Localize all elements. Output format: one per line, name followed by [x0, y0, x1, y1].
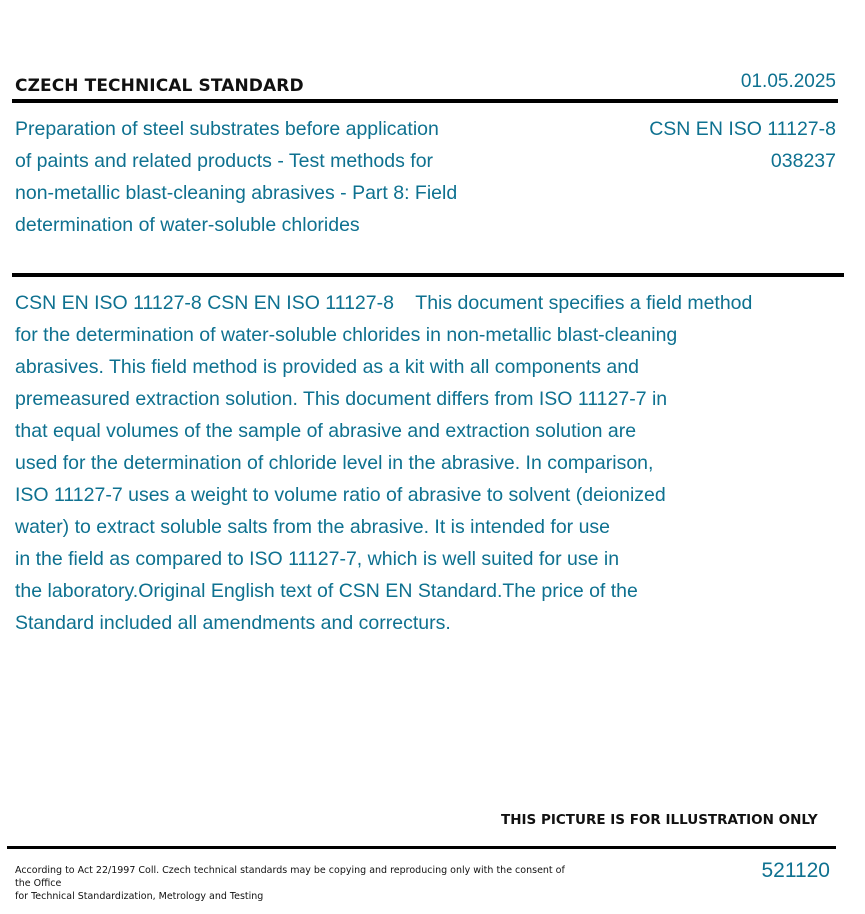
abstract-line: ISO 11127-7 uses a weight to volume ratio of abrasive to solvent (deionized	[15, 484, 666, 506]
abstract-line: water) to extract soluble salts from the abrasive. It is intended for use	[15, 516, 611, 538]
abstract-line: abrasives. This field method is provided as a kit with all components and	[15, 356, 639, 378]
header-date: 01.05.2025	[740, 71, 836, 92]
standard-title-line: non-metallic blast-cleaning abrasives - Part 8: Field	[15, 182, 458, 204]
standard-title	[15, 113, 535, 241]
abstract-line: CSN EN ISO 11127-8 CSN EN ISO 11127-8 This document specifies a field method	[15, 292, 753, 314]
header-title: CZECH TECHNICAL STANDARD	[15, 76, 304, 96]
abstract-line: in the field as compared to ISO 11127-7, which is well suited for use in	[15, 548, 620, 570]
legal-note-line: for Technical Standardization, Metrology and Testing	[15, 891, 264, 902]
header-divider	[12, 99, 838, 103]
abstract-line: for the determination of water-soluble chlorides in non-metallic blast-cleaning	[15, 324, 678, 346]
abstract-line: Standard included all amendments and correcturs.	[15, 612, 451, 634]
standard-title-line: determination of water-soluble chlorides	[15, 214, 360, 236]
footer-divider	[7, 846, 836, 849]
legal-note	[15, 864, 575, 903]
catalog-number: 038237	[770, 150, 836, 172]
illustration-note: THIS PICTURE IS FOR ILLUSTRATION ONLY	[501, 812, 818, 828]
abstract-line: premeasured extraction solution. This document differs from ISO 11127-7 in	[15, 388, 668, 410]
abstract-text	[15, 287, 845, 639]
section-divider	[12, 273, 844, 277]
standard-code: CSN EN ISO 11127-8	[649, 118, 836, 140]
abstract-line: used for the determination of chloride level in the abrasive. In comparison,	[15, 452, 654, 474]
standard-identifiers	[649, 113, 836, 177]
abstract-line: that equal volumes of the sample of abrasive and extraction solution are	[15, 420, 637, 442]
standard-title-line: of paints and related products - Test methods for	[15, 150, 434, 172]
legal-note-line: According to Act 22/1997 Coll. Czech technical standards may be copying and reproducing only with the consent of the Office	[15, 865, 565, 889]
standard-title-line: Preparation of steel substrates before application	[15, 118, 439, 140]
document-number: 521120	[761, 859, 830, 882]
abstract-line: the laboratory.Original English text of CSN EN Standard.The price of the	[15, 580, 638, 602]
